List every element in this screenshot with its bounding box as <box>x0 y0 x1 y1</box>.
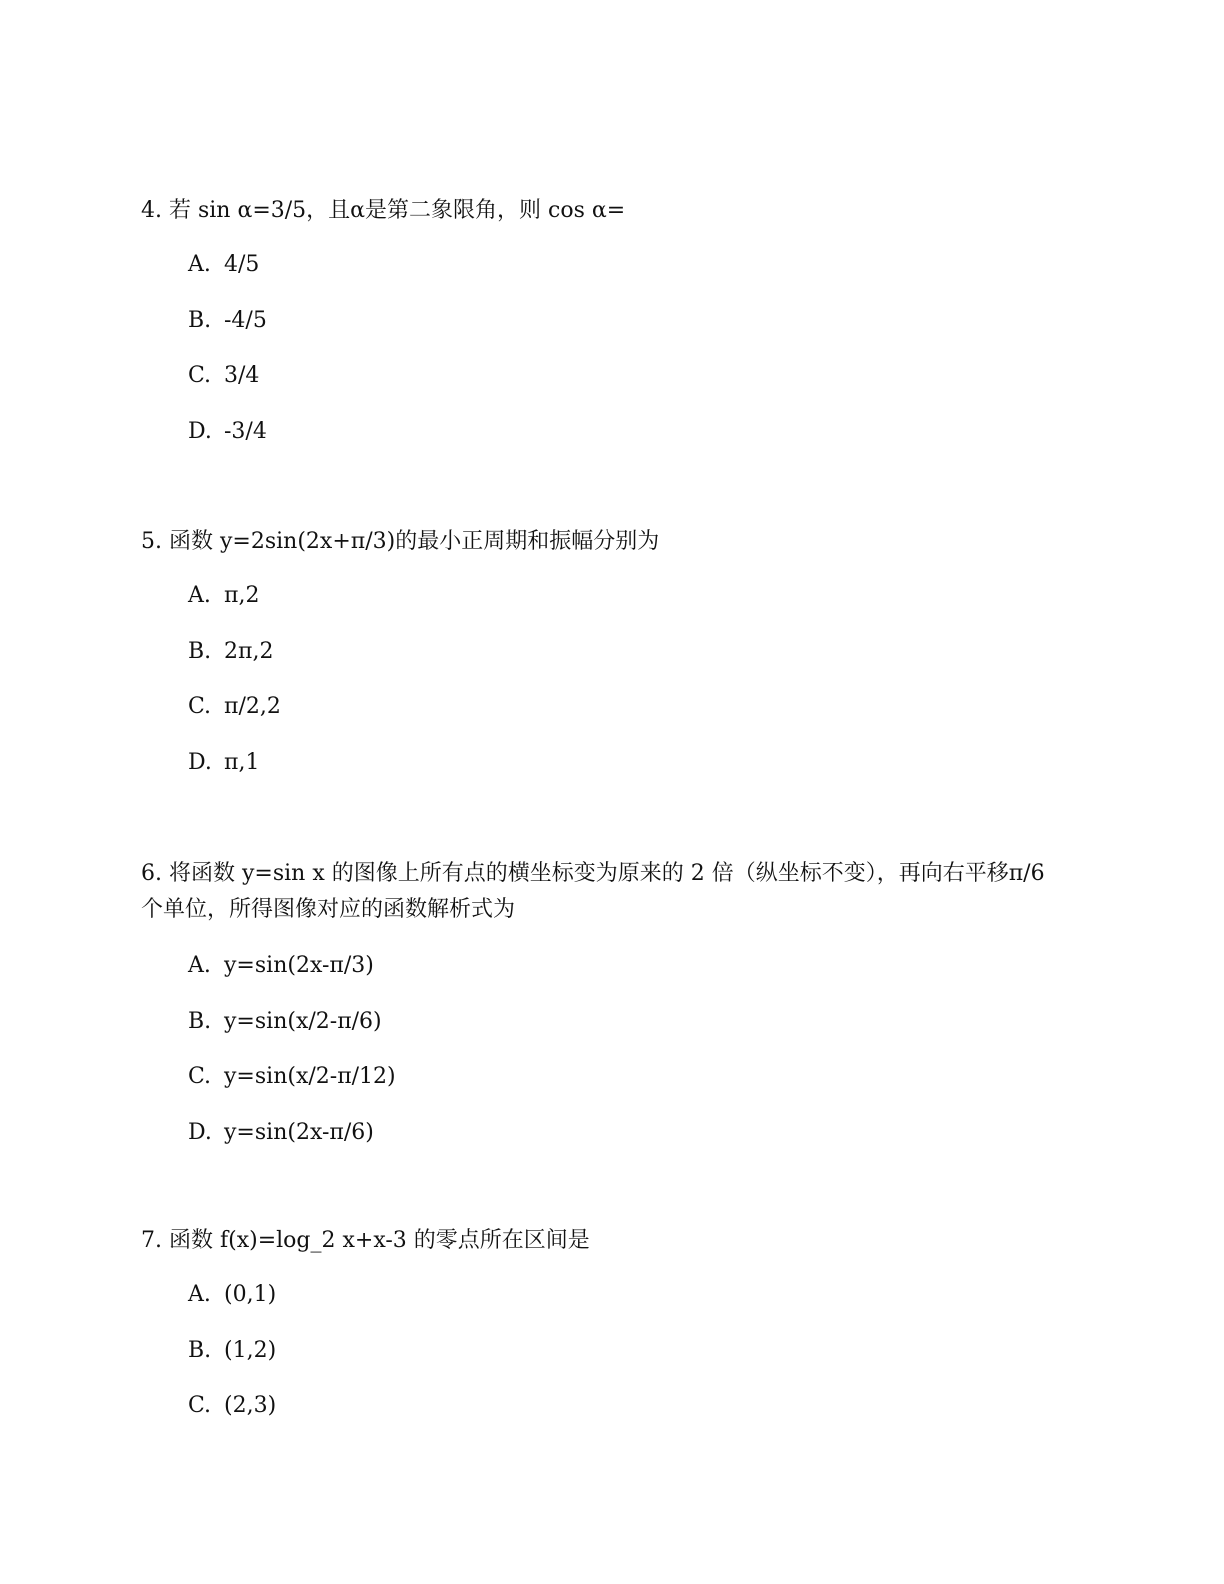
option-letter: D. <box>188 1119 212 1145</box>
option-letter: B. <box>188 307 212 333</box>
option-a <box>188 948 1071 1004</box>
option-letter: A. <box>188 252 211 277</box>
option-text: 2π,2 <box>224 638 274 664</box>
option-letter: A. <box>188 583 211 608</box>
option-letter: B. <box>188 1337 212 1363</box>
question-4 <box>141 193 1071 469</box>
option-letter: D. <box>188 418 212 444</box>
option-letter: B. <box>188 638 212 664</box>
option-letter: C. <box>188 694 212 719</box>
option-b <box>188 1333 1071 1389</box>
option-text: (1,2) <box>224 1337 277 1363</box>
option-b <box>188 1004 1071 1060</box>
question-stem: 5. 函数 y=2sin(2x+π/3)的最小正周期和振幅分别为 <box>141 529 660 554</box>
option-list <box>141 948 1071 1170</box>
option-c <box>188 689 1071 745</box>
option-text: y=sin(2x-π/6) <box>224 1119 374 1145</box>
option-text: π/2,2 <box>224 694 281 719</box>
option-a <box>188 578 1071 634</box>
option-a <box>188 1277 1071 1333</box>
option-text: π,1 <box>224 749 260 775</box>
question-stem: 6. 将函数 y=sin x 的图像上所有点的横坐标变为原来的 2 倍（纵坐标不变），再向右平移π/6 个单位，所得图像对应的函数解析式为 <box>141 861 1045 922</box>
option-letter: C. <box>188 1393 212 1418</box>
option-c <box>188 1388 1071 1444</box>
option-text: y=sin(x/2-π/12) <box>224 1064 396 1089</box>
option-b <box>188 634 1071 690</box>
option-text: -3/4 <box>224 418 267 444</box>
option-text: π,2 <box>224 583 260 608</box>
option-list <box>141 578 1071 800</box>
option-text: 4/5 <box>224 252 260 277</box>
option-d <box>188 745 1071 801</box>
question-5 <box>141 524 1071 800</box>
option-letter: C. <box>188 363 212 388</box>
option-letter: B. <box>188 1008 212 1034</box>
question-stem: 4. 若 sin α=3/5，且α是第二象限角，则 cos α= <box>141 198 626 223</box>
option-letter: A. <box>188 953 211 978</box>
option-text: 3/4 <box>224 363 260 388</box>
option-c <box>188 358 1071 414</box>
option-d <box>188 1115 1071 1171</box>
option-text: y=sin(2x-π/3) <box>224 953 374 978</box>
option-text: (2,3) <box>224 1393 277 1418</box>
option-letter: C. <box>188 1064 212 1089</box>
option-letter: D. <box>188 749 212 775</box>
question-7 <box>141 1223 1071 1444</box>
option-text: y=sin(x/2-π/6) <box>224 1008 382 1034</box>
option-text: -4/5 <box>224 307 267 333</box>
option-letter: A. <box>188 1282 211 1307</box>
option-a <box>188 247 1071 303</box>
question-6 <box>141 856 1071 1170</box>
option-d <box>188 414 1071 470</box>
option-text: (0,1) <box>224 1282 277 1307</box>
option-c <box>188 1059 1071 1115</box>
question-stem: 7. 函数 f(x)=log_2 x+x-3 的零点所在区间是 <box>141 1228 590 1253</box>
option-list <box>141 1277 1071 1444</box>
option-b <box>188 303 1071 359</box>
option-list <box>141 247 1071 469</box>
